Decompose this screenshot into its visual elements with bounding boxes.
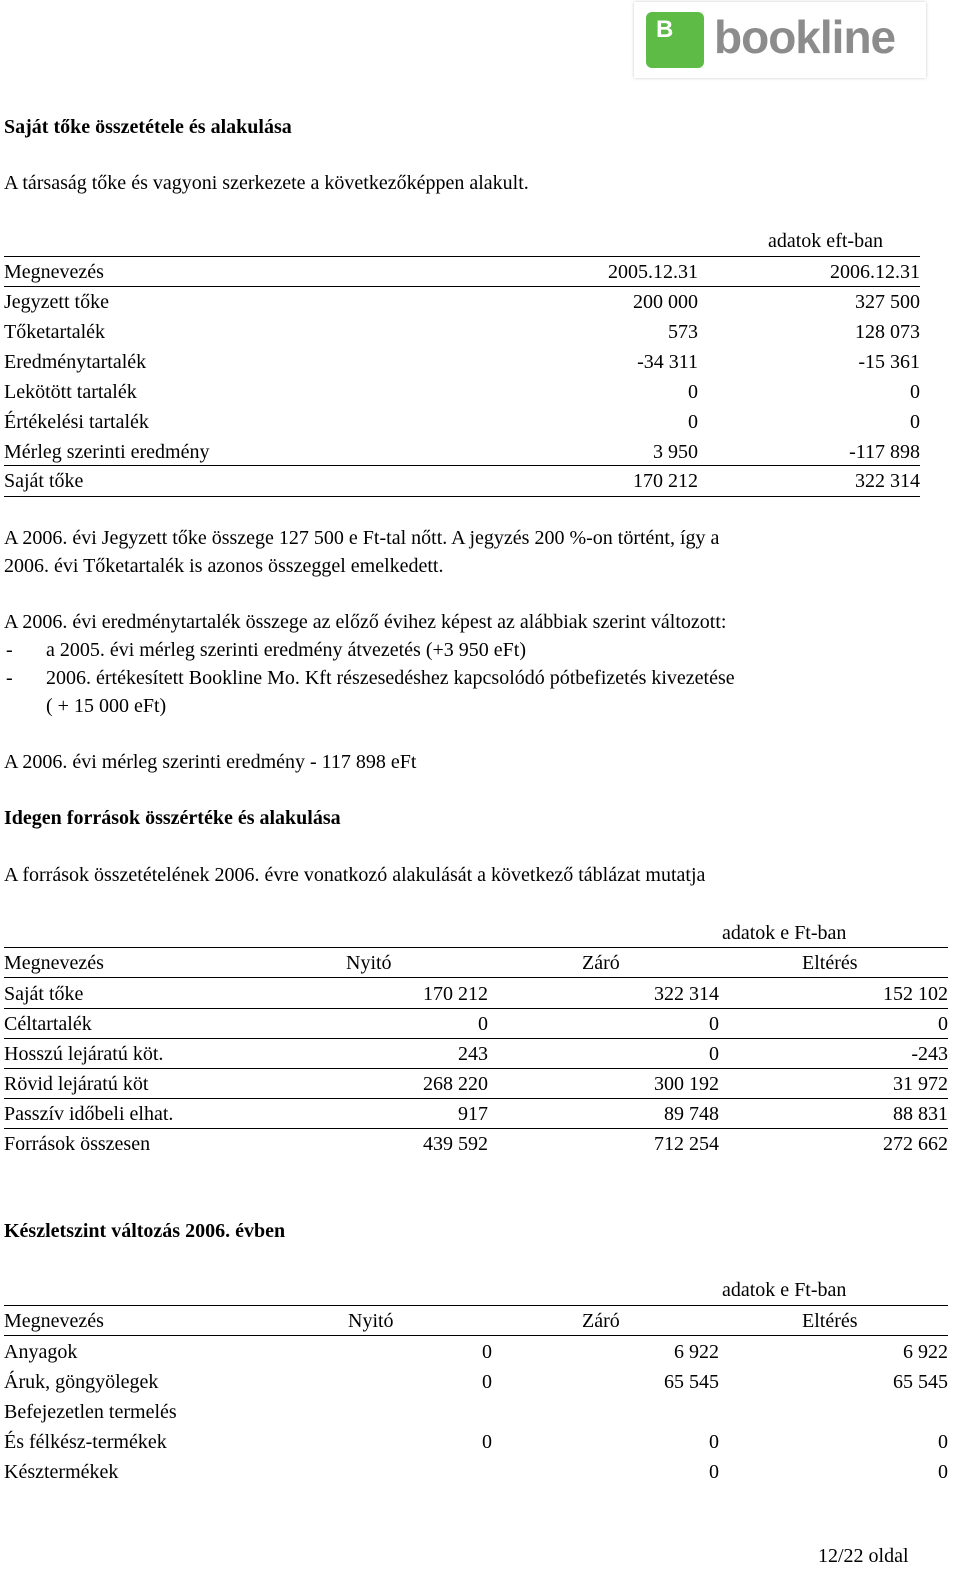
row-value: -117 898	[849, 441, 920, 463]
row-value: 439 592	[423, 1133, 488, 1155]
table-rule	[4, 1335, 948, 1336]
header-cell: Záró	[582, 952, 620, 974]
bullet-item: a 2005. évi mérleg szerinti eredmény átvezetés (+3 950 eFt)	[46, 639, 526, 661]
paragraph-line: A 2006. évi Jegyzett tőke összege 127 500 e Ft-tal nőtt. A jegyzés 200 %-on történt, így a	[4, 527, 720, 549]
row-label: Késztermékek	[4, 1461, 119, 1483]
bullet-item-continued: ( + 15 000 eFt)	[46, 695, 167, 717]
row-value: 327 500	[855, 291, 920, 313]
table-row	[4, 1069, 948, 1099]
table-header-row	[4, 1306, 948, 1336]
paragraph-line: A 2006. évi eredménytartalék összege az előző évihez képest az alábbiak szerint változott:	[4, 611, 727, 633]
row-value: 268 220	[423, 1073, 488, 1095]
section-intro-liabilities: A források összetételének 2006. évre vonatkozó alakulását a következő táblázat mutatja	[4, 864, 706, 886]
row-value: -15 361	[858, 351, 920, 373]
header-cell: Megnevezés	[4, 261, 104, 283]
row-value: 0	[709, 1043, 719, 1065]
row-label: Értékelési tartalék	[4, 411, 149, 433]
row-label: Céltartalék	[4, 1013, 92, 1035]
header-cell: 2006.12.31	[830, 261, 920, 283]
row-value: 272 662	[883, 1133, 948, 1155]
row-value: 0	[910, 411, 920, 433]
row-label: Hosszú lejáratú köt.	[4, 1043, 164, 1065]
table-row	[4, 1099, 948, 1129]
header-cell: Záró	[582, 1310, 620, 1332]
row-value: 0	[938, 1431, 948, 1453]
bullet-dash: -	[6, 667, 13, 689]
row-value: 0	[478, 1013, 488, 1035]
section-intro-equity: A társaság tőke és vagyoni szerkezete a következőképpen alakult.	[4, 172, 529, 194]
table-row	[4, 1367, 948, 1397]
table-rule	[4, 977, 948, 978]
row-value: 0	[938, 1461, 948, 1483]
table-row	[4, 407, 920, 437]
row-value: 170 212	[633, 470, 698, 492]
section-title-equity: Saját tőke összetétele és alakulása	[4, 116, 292, 138]
row-value: 300 192	[654, 1073, 719, 1095]
logo-text: bookline	[714, 11, 896, 63]
table-row	[4, 1337, 948, 1367]
unit-label-inventory: adatok e Ft-ban	[722, 1279, 847, 1301]
table-row	[4, 1039, 948, 1069]
logo-badge-icon	[646, 12, 704, 68]
section-title-liabilities: Idegen források összértéke és alakulása	[4, 807, 341, 829]
row-value: 200 000	[633, 291, 698, 313]
table-row	[4, 317, 920, 347]
row-value: 0	[482, 1341, 492, 1363]
row-value: 128 073	[855, 321, 920, 343]
header-cell: Megnevezés	[4, 1310, 104, 1332]
row-value: 6 922	[674, 1341, 719, 1363]
row-label: Tőketartalék	[4, 321, 106, 343]
header-cell: 2005.12.31	[608, 261, 698, 283]
bookline-logo	[634, 2, 926, 78]
row-value: 0	[938, 1013, 948, 1035]
row-value: -34 311	[637, 351, 698, 373]
row-value: 0	[688, 381, 698, 403]
row-value: 65 545	[664, 1371, 719, 1393]
row-value: 243	[458, 1043, 488, 1065]
row-value: 31 972	[893, 1073, 948, 1095]
table-total-row	[4, 466, 920, 496]
header-cell: Eltérés	[802, 952, 858, 974]
row-value: 322 314	[654, 983, 719, 1005]
header-cell: Nyitó	[346, 952, 392, 974]
header-cell: Megnevezés	[4, 952, 104, 974]
row-value: 88 831	[893, 1103, 948, 1125]
row-value: 3 950	[653, 441, 698, 463]
table-row	[4, 979, 948, 1009]
table-header-row	[4, 257, 920, 287]
table-row	[4, 1009, 948, 1039]
row-value: 6 922	[903, 1341, 948, 1363]
table-row	[4, 287, 920, 317]
row-label: Saját tőke	[4, 983, 84, 1005]
row-value: -243	[911, 1043, 948, 1065]
row-value: 65 545	[893, 1371, 948, 1393]
row-value: 170 212	[423, 983, 488, 1005]
paragraph-line: A 2006. évi mérleg szerinti eredmény - 117 898 eFt	[4, 751, 417, 773]
row-label: Befejezetlen termelés	[4, 1401, 177, 1423]
paragraph-line: 2006. évi Tőketartalék is azonos összeggel emelkedett.	[4, 555, 444, 577]
unit-label-liabilities: adatok e Ft-ban	[722, 922, 847, 944]
row-value: 0	[910, 381, 920, 403]
unit-label-equity: adatok eft-ban	[768, 230, 883, 252]
row-value: 0	[482, 1371, 492, 1393]
row-value: 0	[709, 1431, 719, 1453]
row-label: Eredménytartalék	[4, 351, 147, 373]
table-row	[4, 1427, 948, 1457]
row-value: 0	[482, 1431, 492, 1453]
table-row	[4, 1397, 948, 1427]
row-value: 0	[709, 1461, 719, 1483]
row-value: 0	[688, 411, 698, 433]
row-label: Passzív időbeli elhat.	[4, 1103, 174, 1125]
row-label: Lekötött tartalék	[4, 381, 137, 403]
row-value: 917	[458, 1103, 488, 1125]
row-value: 322 314	[855, 470, 920, 492]
table-row	[4, 1457, 948, 1487]
logo-badge-letter: B	[656, 16, 674, 43]
row-label: Jegyzett tőke	[4, 291, 109, 313]
bullet-item: 2006. értékesített Bookline Mo. Kft részesedéshez kapcsolódó pótbefizetés kivezetése	[46, 667, 735, 689]
header-cell: Eltérés	[802, 1310, 858, 1332]
row-label: Rövid lejáratú köt	[4, 1073, 149, 1095]
row-label: Mérleg szerinti eredmény	[4, 441, 210, 463]
row-label: Források összesen	[4, 1133, 151, 1155]
row-value: 89 748	[664, 1103, 719, 1125]
row-value: 152 102	[883, 983, 948, 1005]
header-cell: Nyitó	[348, 1310, 394, 1332]
section-title-inventory: Készletszint változás 2006. évben	[4, 1220, 286, 1242]
row-value: 712 254	[654, 1133, 719, 1155]
page-number: 12/22 oldal	[818, 1545, 909, 1567]
row-label: Áruk, göngyölegek	[4, 1371, 159, 1393]
row-label: Anyagok	[4, 1341, 78, 1363]
table-header-row	[4, 948, 948, 978]
row-label: És félkész-termékek	[4, 1431, 167, 1453]
table-row	[4, 347, 920, 377]
row-value: 573	[668, 321, 698, 343]
bullet-dash: -	[6, 639, 13, 661]
table-row	[4, 437, 920, 467]
table-row	[4, 377, 920, 407]
row-label: Saját tőke	[4, 470, 84, 492]
table-rule	[4, 496, 920, 497]
row-value: 0	[709, 1013, 719, 1035]
table-total-row	[4, 1129, 948, 1159]
